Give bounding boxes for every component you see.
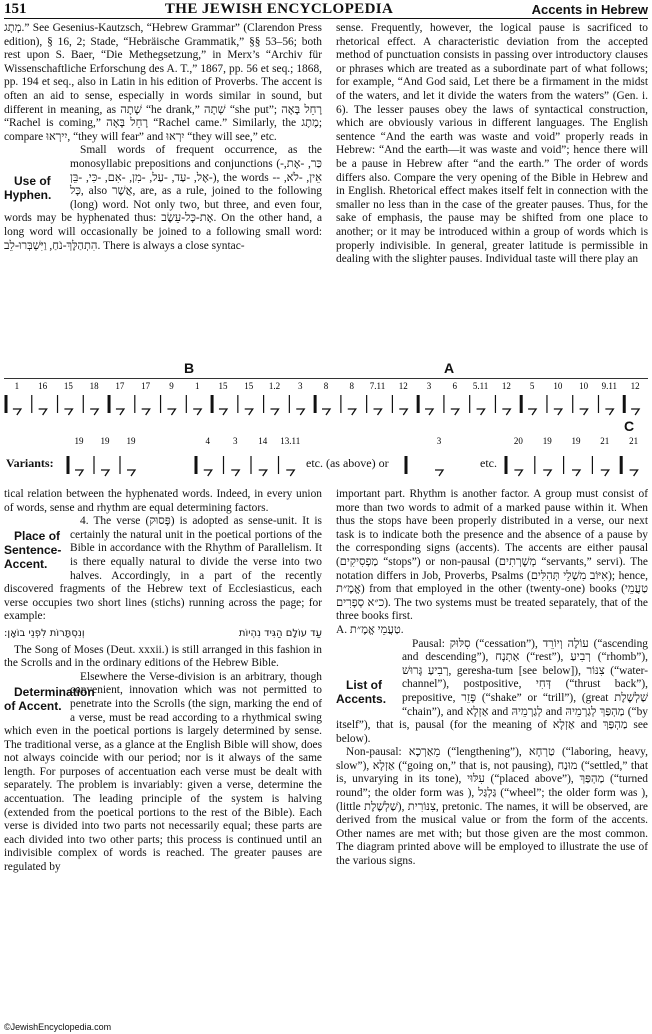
accent-sign-glyph <box>167 409 175 415</box>
accent-index-number: 19 <box>74 436 84 446</box>
accent-sign-glyph <box>399 409 407 415</box>
accent-sign-glyph <box>286 470 294 476</box>
accent-sign-glyph <box>13 409 21 415</box>
paragraph-determination: Determination of Accent. Elsewhere the Verse-division is an arbitrary, though convenient, innovation which was not permitted to penetrate into the Scrolls (the sign, marking the end of a verse, must be read according to a rhythmical swing which even in the poetical portions is largely determined by sense. The traditional verse, as a glance at the English Bible will show, does not always coincide with our period; nor is it always of the same length. For purposes of accentuation each verse must be dealt with separately. The problem is invariably: given a verse, determine the accentuation. The leading principle of the system is halving (extended from the poetical portions to the rest of the Bible). Each verse is divided into two parts not necessarily equal; these parts are each divided into two other parts; this process is continued until an indivisible complex of words is reached. The greater pauses are regulated by <box>4 670 322 874</box>
accent-sign-glyph <box>322 409 330 415</box>
column-top-left <box>4 22 322 356</box>
diagram-label-a: A <box>444 360 455 376</box>
accent-sign-glyph <box>75 470 83 476</box>
list-heading: A. טַעֲמֵי אֱמֶ״ת. <box>336 623 404 636</box>
accent-sign-glyph <box>296 409 304 415</box>
section-title: Accents in Hebrew <box>531 1 648 17</box>
accent-sign-glyph <box>435 470 443 476</box>
accent-index-number: 21 <box>629 436 639 446</box>
accent-sign-glyph <box>259 470 267 476</box>
diagram-label-c: C <box>624 418 635 434</box>
accent-sign-glyph <box>374 409 382 415</box>
accent-index-number: 17 <box>141 381 151 391</box>
accent-sign-glyph <box>502 409 510 415</box>
accent-sign-glyph <box>116 409 124 415</box>
accent-index-number: 3 <box>426 381 432 391</box>
accent-index-number: 10 <box>579 381 589 391</box>
accent-sign-glyph <box>348 409 356 415</box>
accent-sign-glyph <box>231 470 239 476</box>
accent-index-number: 18 <box>89 381 99 391</box>
accent-sign-glyph <box>127 470 135 476</box>
accent-sign-glyph <box>528 409 536 415</box>
accent-index-number: 3 <box>436 436 442 446</box>
accent-index-number: 19 <box>126 436 136 446</box>
verse-stich-right: עַד עוֹלָם הַגִּיד נִהְיוֹת <box>238 627 322 639</box>
page-header <box>4 0 648 19</box>
accent-index-number: 8 <box>323 381 329 391</box>
paragraph: sense. Frequently, however, the logical pause is sacrificed to rhetorical effect. A characteristic deviation from the accepted method of punctuation consists in passing over introductory clauses or phrases which are treated as a subordinate part of what follows; for example, “And God said, Let there be a firmament in the midst of the waters, and let it divide the waters from the waters” (Gen. i. 6). The lesser pauses obey the laws of syntactical construction, which are obviously various in different languages. The English sentence “And the earth was waste and void” properly reads in Hebrew: “And the earth—it was waste and void”; hence there will be a pause in Hebrew after “and the earth.” The order of words differs also. Compare the very opening of the Bible in Hebrew and in English. Rhetorical effect makes itself felt in connection with the smaller no less than in the case of the greater pauses. Thus, for the sake of emphasis, the pause may be shifted from one place to another; or it may be introduced within a group of words which is properly indivisible. In general, greater latitude is permissible in dealing with the slighter pauses. Individual taste will there play an <box>336 22 648 266</box>
accent-sign-glyph <box>204 470 212 476</box>
column-bottom-right <box>336 488 648 1022</box>
diagram-label-b: B <box>184 360 195 376</box>
accent-index-number: 1 <box>14 381 20 391</box>
paragraph: The Song of Moses (Deut. xxxii.) is still arranged in this fashion in the Scrolls and in the ordinary editions of the Hebrew Bible. <box>4 643 322 670</box>
accent-index-number: 15 <box>244 381 254 391</box>
accent-index-number: 19 <box>571 436 581 446</box>
accent-index-number: 1.2 <box>268 381 281 391</box>
accent-index-number: 3 <box>297 381 303 391</box>
accent-index-number: 13.11 <box>280 436 301 446</box>
accent-sign-glyph <box>451 409 459 415</box>
accent-sign-glyph <box>477 409 485 415</box>
running-title: THE JEWISH ENCYCLOPEDIA <box>164 0 394 17</box>
paragraph-list: List of Accents. Pausal: סִלּוּק (“cessation”), עוֹלֶה וְיוֹרֵד (“ascending and descending”), אַתְנָח (“rest”), רְבִיעַ (“rhomb”), רְבִיעַ גָּרוּשׁ, geresha-tum [see below]), צִנּוֹר (“water-channel”), postpositive, דְּחִי (“thrust back”), prepositive, פָּזֵר (“shake” or “trill”), (great שַׁלְשֶׁלֶת “chain”), and אַזְלָא and לְגַרְמֵיהּ and מַהְפַּךְ לְגַרְמֵיהּ (“by itself”), that is, pausal (for the meaning of אַזְלָא and מַהְפַּךְ see below). <box>336 637 648 745</box>
accent-diagram <box>4 360 648 484</box>
accent-signs-row <box>4 378 648 419</box>
sidenote-place-of-sentence-accent: Place of Sentence-Accent. <box>4 529 62 572</box>
accent-sign-glyph <box>554 409 562 415</box>
accent-index-number: 3 <box>233 436 238 446</box>
accent-index-number: 10 <box>553 381 563 391</box>
accent-sign-glyph <box>101 470 109 476</box>
accent-index-number: 4 <box>205 436 210 446</box>
paragraph-hyphen: Use of Hyphen. Small words of frequent occurrence, as the monosyllabic prepositions and conjunctions (-כַּר, -אֶת, -אֶל, -עַד, -עַל, -מִן, -אִם, -כִּי, -בֵּן), the words -אֵין, -לֹא, -כָּל, also אֲשֶׁר, are, as a rule, joined to the following (long) word. Not only two, but three, and even four, words may be hyphenated thus: אֶת-כָּל-עֵשֶׂב. On the other hand, a long word will occasionally be joined to a following small word: הִתְהַלֶּךְ-נֹחַ, וַיִּשְׁבְּרוּ-לֵב. There is always a close syntac- <box>4 144 322 252</box>
accent-index-number: 15 <box>63 381 73 391</box>
sidenote-list-of-accents: List of Accents. <box>336 677 387 706</box>
column-top-right <box>336 22 648 356</box>
accent-sign-glyph <box>630 470 638 476</box>
accent-index-number: 21 <box>600 436 610 446</box>
accent-index-number: 16 <box>38 381 48 391</box>
accent-sign-glyph <box>425 409 433 415</box>
paragraph: important part. Rhythm is another factor. A group must consist of more than two words to admit of a marked pause within it. When thus the stops have been properly distributed in a verse, our next task is to indicate both the presence and the absence of a pause by the corresponding signs (accents). The accents are either pausal (מַפְסִיקִים “stops”) or non-pausal (מְשָׁרְתִים “servants,” servi). The notation differs in Job, Proverbs, Psalms (אִיּוֹב מִשְׁלֵי תְּהִלִּים); hence, אֱמֶ״ת) from that employed in the other (twenty-one) books (טַעֲמֵי כ״א סְפָרִים). The two systems must be treated separately, that of the three books first. <box>336 488 648 623</box>
accent-sign-glyph <box>514 470 522 476</box>
paragraph: Non-pausal: מֵאַרְכָא (“lengthening”), טַרְחָא (“laboring, heavy, slow”), אַזְלָא (“going on,” that is, not pausing), מוּנַח (“settled,” that is, unvarying in its tone), עִלּוּי (“placed above”), מַהְפַּךְ (“turned round”; the older form was ), גַּלְגַּל (“wheel”; the older form was ), (little שַׁלְשֶׁלֶת), צִנּוֹרִית, pretonic. The names, it will be observed, are derived from the musical value or from the form of the accents. Other names are met with; but those given are the most common. The diagram printed above will be employed to illustrate the use of the various signs. <box>336 746 648 868</box>
accent-index-number: 15 <box>218 381 228 391</box>
variants-row <box>4 434 648 480</box>
page-number: 151 <box>4 0 27 17</box>
hebrew-verse-example <box>4 627 322 641</box>
sidenote-use-of-hyphen: Use of Hyphen. <box>4 174 52 203</box>
accent-sign-glyph <box>601 470 609 476</box>
accent-index-number: 12 <box>630 381 640 391</box>
accent-sign-glyph <box>543 470 551 476</box>
accent-sign-glyph <box>605 409 613 415</box>
accent-index-number: 9.11 <box>601 381 618 391</box>
accent-index-number: 12 <box>398 381 408 391</box>
accent-signs-svg <box>4 379 648 419</box>
variants-etc: etc. <box>480 456 497 470</box>
accent-index-number: 17 <box>115 381 125 391</box>
accent-index-number: 6 <box>452 381 458 391</box>
column-bottom-left <box>4 488 322 1022</box>
accent-sign-glyph <box>39 409 47 415</box>
accent-sign-glyph <box>193 409 201 415</box>
variants-etc-as-above: etc. (as above) or <box>306 456 389 470</box>
paragraph-verse: Place of Sentence-Accent. 4. The verse (פָּסוּק) is adopted as sense-unit. It is certainly the natural unit in the poetical portions of the Bible in accordance with the Rhythm of Parallelism. It is there equally natural to divide the verse into two halves. Accordingly, in a part of the recently discovered fragments of the Hebrew text of Ecclesiasticus, each verse occupies two short lines (stichs) running across the page; for example: <box>4 515 322 623</box>
accent-index-number: 19 <box>100 436 110 446</box>
accent-sign-glyph <box>580 409 588 415</box>
accent-index-number: 20 <box>513 436 523 446</box>
accent-sign-glyph <box>64 409 72 415</box>
accent-index-number: 12 <box>501 381 511 391</box>
verse-stich-left: וְנִסְתָּרוֹת לִפְנֵי בוֹאָן: <box>4 627 85 639</box>
accent-index-number: 7.11 <box>369 381 386 391</box>
accent-index-number: 19 <box>542 436 552 446</box>
accent-index-number: 8 <box>349 381 355 391</box>
variants-label: Variants: <box>6 456 54 470</box>
accent-sign-glyph <box>90 409 98 415</box>
accent-index-number: 5.11 <box>472 381 489 391</box>
accent-sign-glyph <box>245 409 253 415</box>
accent-index-number: 1 <box>194 381 200 391</box>
sidenote-determination-of-accent: Determination of Accent. <box>4 684 95 713</box>
accent-sign-glyph <box>572 470 580 476</box>
accent-index-number: 9 <box>169 381 174 391</box>
footer-credit: ©JewishEncyclopedia.com <box>4 1022 112 1032</box>
accent-sign-glyph <box>142 409 150 415</box>
paragraph: tical relation between the hyphenated words. Indeed, in every union of words, sense and rhythm are equal determining factors. <box>4 488 322 514</box>
accent-index-number: 5 <box>529 381 535 391</box>
accent-sign-glyph <box>219 409 227 415</box>
accent-sign-glyph <box>631 409 639 415</box>
paragraph: מְתָג.” See Gesenius-Kautzsch, “Hebrew Grammar” (Clarendon Press edition), § 16, 2; Stade, “Hebräische Grammatik,” §§ 53–56; both rest upon S. Baer, “Die Methegsetzung,” in Merx’s “Archiv für Wissenschaftliche Erforschung des A. T.,” 1867, pp. 56 et seq.; 1868, pp. 194 et seq., also in Latin in his edition of Proverbs. The accent is often an aid to sense, especially in words similar in sound, but different in meaning, as שָׁתָה “he drank,” שְׁתָה “she put”; רָחֵל בָּאָה “Rachel is coming,” רָחֵל בָּאָה “Rachel came.” Similarly, the מֶתֶג; compare יִירְאוּ, “they will fear” and יִרְאוּ “they will see,” etc. <box>4 22 322 143</box>
accent-sign-glyph <box>270 409 278 415</box>
accent-index-number: 14 <box>258 436 268 446</box>
